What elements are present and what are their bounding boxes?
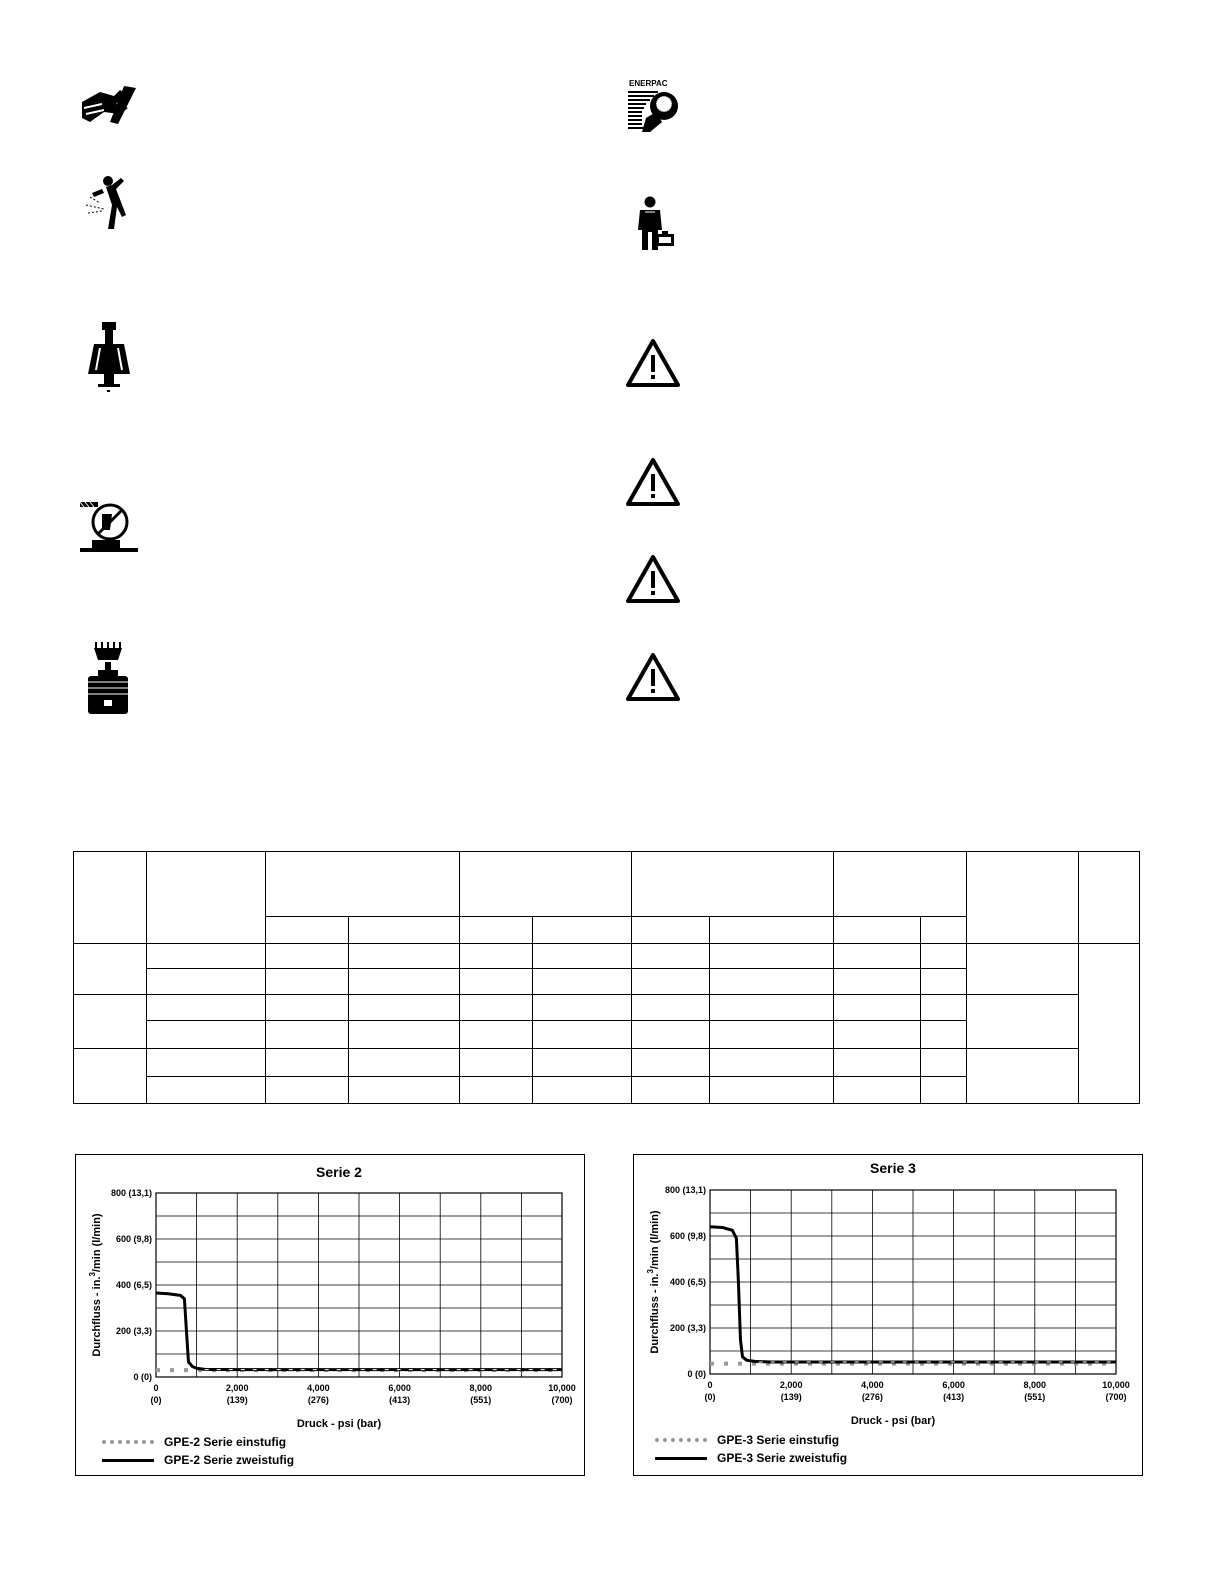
chart-serie-3 bbox=[634, 1155, 1142, 1475]
warning-triangle-icon bbox=[625, 338, 681, 388]
spec-table bbox=[73, 851, 1140, 1104]
x-axis-label: Druck - psi (bar) bbox=[296, 1418, 382, 1430]
legend-swatch-solid bbox=[655, 1457, 707, 1460]
legend-label: GPE-2 Serie zweistufig bbox=[164, 1453, 295, 1467]
x-tick-label: 0 bbox=[707, 1380, 713, 1390]
y-axis-label bbox=[646, 1210, 661, 1354]
legend-swatch-dotted bbox=[655, 1438, 707, 1442]
y-axis-label-sup: 3 bbox=[88, 1272, 97, 1277]
legend-item-einstufig bbox=[655, 1433, 839, 1447]
legend-swatch-solid bbox=[102, 1459, 154, 1462]
y-axis-label-end: /min (l/min) bbox=[649, 1210, 661, 1270]
warning-triangle-icon bbox=[625, 652, 681, 702]
y-axis-label-sup: 3 bbox=[646, 1269, 655, 1274]
no-offset-load-icon bbox=[80, 500, 140, 554]
x-tick-label: 6,000 bbox=[388, 1383, 411, 1393]
y-axis-label-end: /min (l/min) bbox=[91, 1213, 103, 1273]
legend-item-zweistufig bbox=[102, 1453, 294, 1467]
person-falling-icon bbox=[84, 175, 130, 231]
x-tick-label: 6,000 bbox=[942, 1380, 965, 1390]
x-tick-sublabel: (0) bbox=[704, 1392, 716, 1402]
chart-serie-2 bbox=[76, 1155, 584, 1475]
y-tick-label: 600 (9,8) bbox=[115, 1234, 152, 1244]
chart-title: Serie 3 bbox=[870, 1160, 916, 1176]
cylinder-load-icon bbox=[84, 320, 134, 392]
y-tick-label: 400 (6,5) bbox=[115, 1280, 152, 1290]
x-tick-sublabel: (551) bbox=[470, 1395, 492, 1405]
warning-triangle-icon bbox=[625, 457, 681, 507]
x-tick-label: 0 bbox=[153, 1383, 159, 1393]
y-tick-label: 0 (0) bbox=[687, 1369, 706, 1379]
warning-triangle-icon bbox=[625, 554, 681, 604]
x-tick-sublabel: (700) bbox=[1105, 1392, 1127, 1402]
x-axis-label: Druck - psi (bar) bbox=[850, 1415, 936, 1427]
cylinder-base-icon bbox=[86, 640, 132, 716]
legend-item-einstufig bbox=[102, 1435, 286, 1449]
legend-swatch-dotted bbox=[102, 1440, 154, 1444]
x-tick-label: 8,000 bbox=[1023, 1380, 1047, 1390]
legend-label: GPE-3 Serie einstufig bbox=[717, 1433, 840, 1447]
enerpac-service-icon bbox=[628, 78, 680, 134]
legend-label: GPE-2 Serie einstufig bbox=[164, 1435, 287, 1449]
y-axis-label-main: Durchfluss - in. bbox=[649, 1273, 661, 1354]
y-tick-label: 400 (6,5) bbox=[669, 1277, 706, 1287]
x-tick-sublabel: (276) bbox=[307, 1395, 329, 1405]
chart-panel-serie-2 bbox=[75, 1154, 585, 1476]
y-tick-label: 200 (3,3) bbox=[115, 1326, 152, 1336]
y-tick-label: 0 (0) bbox=[133, 1372, 152, 1382]
legend-label: GPE-3 Serie zweistufig bbox=[717, 1451, 848, 1465]
chart-title: Serie 2 bbox=[316, 1164, 362, 1180]
y-axis-label bbox=[88, 1213, 103, 1357]
x-tick-label: 2,000 bbox=[779, 1380, 803, 1390]
legend-item-zweistufig bbox=[655, 1451, 847, 1465]
x-tick-sublabel: (139) bbox=[780, 1392, 802, 1402]
y-tick-label: 800 (13,1) bbox=[110, 1188, 152, 1198]
x-tick-label: 4,000 bbox=[307, 1383, 330, 1393]
y-tick-label: 800 (13,1) bbox=[664, 1185, 706, 1195]
hand-injection-icon bbox=[80, 84, 138, 128]
y-axis-label-main: Durchfluss - in. bbox=[91, 1276, 103, 1357]
x-tick-sublabel: (551) bbox=[1024, 1392, 1046, 1402]
x-tick-sublabel: (413) bbox=[389, 1395, 411, 1405]
x-tick-label: 10,000 bbox=[1102, 1380, 1130, 1390]
x-tick-label: 4,000 bbox=[861, 1380, 884, 1390]
y-tick-label: 600 (9,8) bbox=[669, 1231, 706, 1241]
x-tick-label: 10,000 bbox=[548, 1383, 576, 1393]
y-tick-label: 200 (3,3) bbox=[669, 1323, 706, 1333]
x-tick-label: 8,000 bbox=[469, 1383, 493, 1393]
enerpac-logo-text: ENERPAC bbox=[629, 79, 668, 88]
table-border bbox=[74, 852, 1140, 1104]
chart-panel-serie-3 bbox=[633, 1154, 1143, 1476]
x-tick-sublabel: (0) bbox=[150, 1395, 162, 1405]
x-tick-sublabel: (276) bbox=[861, 1392, 883, 1402]
technician-icon bbox=[636, 196, 676, 252]
x-tick-sublabel: (139) bbox=[226, 1395, 248, 1405]
x-tick-label: 2,000 bbox=[225, 1383, 249, 1393]
x-tick-sublabel: (413) bbox=[943, 1392, 965, 1402]
x-tick-sublabel: (700) bbox=[551, 1395, 573, 1405]
